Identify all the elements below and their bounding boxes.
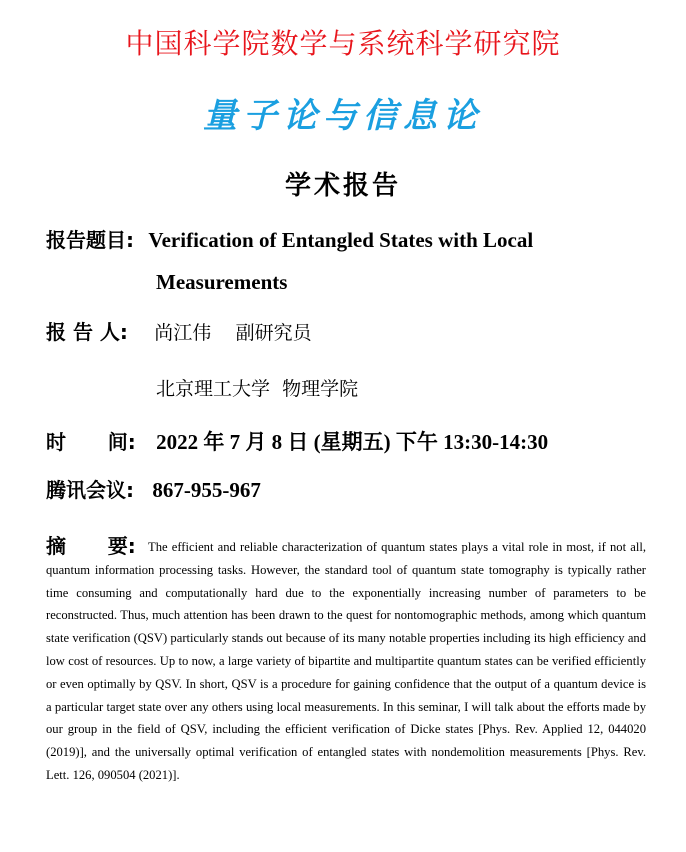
affiliation-row (156, 374, 358, 403)
time-label: 时 间: (46, 430, 136, 454)
abstract-body (46, 536, 646, 787)
organization-name: 中国科学院数学与系统科学研究院 (125, 27, 561, 60)
affiliation: 北京理工大学 物理学院 (156, 378, 359, 400)
speaker-row (46, 318, 312, 347)
speaker-title: 副研究员 (235, 322, 312, 344)
topic-line2: Measurements (156, 270, 288, 294)
page-title: 学术报告 (284, 171, 401, 201)
meeting-row (46, 476, 261, 504)
series-title: 量子论与信息论 (203, 96, 483, 136)
topic-line1: Verification of Entangled States with Local (148, 228, 534, 252)
topic-row (46, 226, 533, 254)
topic-row-2 (156, 268, 287, 296)
speaker-label: 报 告 人: (46, 320, 128, 344)
speaker-name: 尚江伟 (154, 322, 212, 344)
abstract-label: 摘 要: (46, 534, 136, 558)
time-row (46, 428, 548, 456)
meeting-id: 867-955-967 (152, 478, 261, 502)
time-value: 2022 年 7 月 8 日 (星期五) 下午 13:30-14:30 (156, 430, 549, 454)
meeting-label: 腾讯会议: (46, 478, 134, 502)
topic-label: 报告题目: (46, 228, 134, 252)
abstract-text: The efficient and reliable characterization of quantum states plays a vital role in most, if not all, quantum information processing tasks. However, the standard tool of quantum state tomography is typically rather time consuming and computationally hard due to the exponentially increasing number of parameters to be reconstructed. Thus, much attention has been drawn to the quest for nontomographic methods, among which quantum state verification (QSV) particularly stands out because of its many notable properties including its high efficiency and low cost of resources. Up to now, a large variety of bipartite and multipartite quantum states can be verified efficiently or even optimally by QSV. In short, QSV is a procedure for gaining confidence that the output of a quantum device is a particular target state over any others using local measurements. In this seminar, I will talk about the efforts made by our group in the field of QSV, including the efficient verification of Dicke states [Phys. Rev. Applied 12, 044020 (2019)], and the universally optimal verification of entangled states with nondemolition measurements [Phys. Rev. Lett. 126, 090504 (2021)]. (46, 540, 646, 782)
